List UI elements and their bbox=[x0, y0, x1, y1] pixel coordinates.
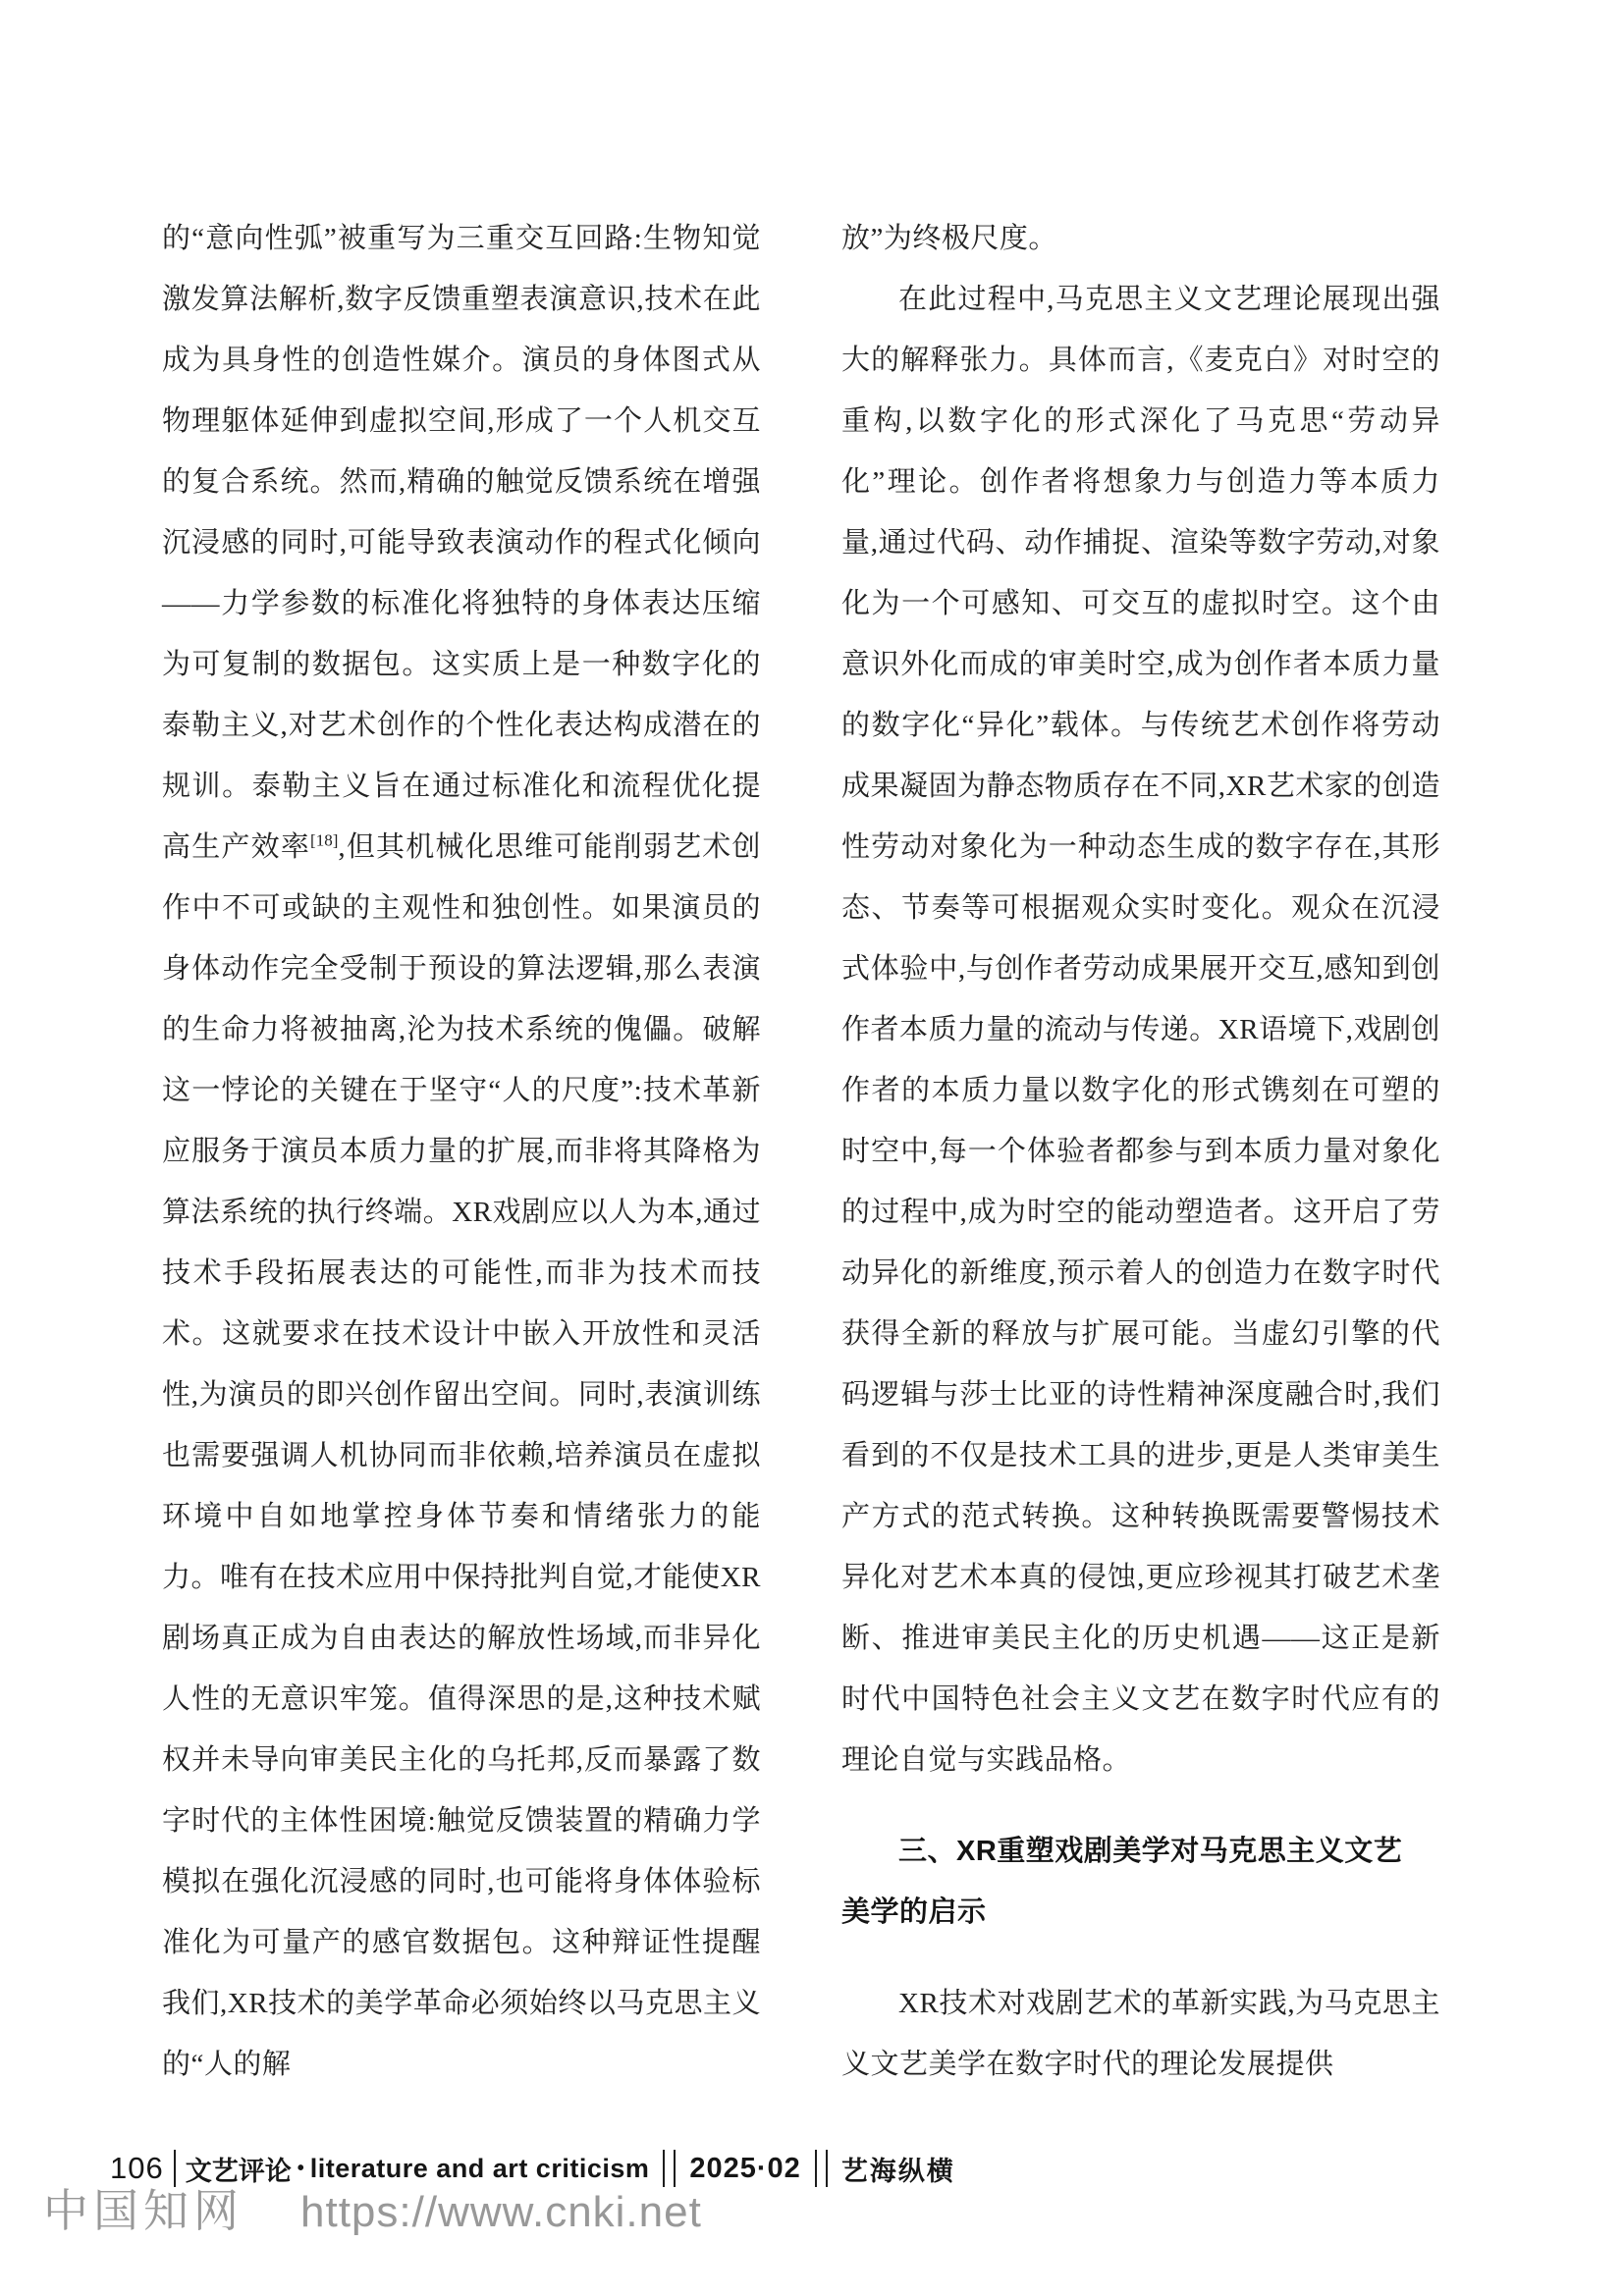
page-number: 106 bbox=[110, 2151, 164, 2185]
paragraph-text: XR技术对戏剧艺术的革新实践,为马克思主义文艺美学在数字时代的理论发展提供 bbox=[841, 1988, 1440, 2080]
left-column bbox=[162, 208, 761, 2095]
paragraph-text: 在此过程中,马克思主义文艺理论展现出强大的解释张力。具体而言,《麦克白》对时空的重构,以数字化的形式深化了马克思“劳动异化”理论。创作者将想象力与创造力等本质力量,通过代码、动作捕捉、渲染等数字劳动,对象化为一个可感知、可交互的虚拟时空。这个由意识外化而成的审美时空,成为创作者本质力量的数字化“异化”载体。与传统艺术创作将劳动成果凝固为静态物质存在不同,XR艺术家的创造性劳动对象化为一种动态生成的数字存在,其形态、节奏等可根据观众实时变化。观众在沉浸式体验中,与创作者劳动成果展开交互,感知到创作者本质力量的流动与传递。XR语境下,戏剧创作者的本质力量以数字化的形式镌刻在可塑的时空中,每一个体验者都参与到本质力量对象化的过程中,成为时空的能动塑造者。这开启了劳动异化的新维度,预示着人的创造力在数字时代获得全新的释放与扩展可能。当虚幻引擎的代码逻辑与莎士比亚的诗性精神深度融合时,我们看到的不仅是技术工具的进步,更是人类审美生产方式的范式转换。这种转换既需要警惕技术异化对艺术本真的侵蚀,更应珍视其打破艺术垄断、推进审美民主化的历史机遇——这正是新时代中国特色社会主义文艺在数字时代应有的理论自觉与实践品格。 bbox=[841, 284, 1440, 1776]
paragraph bbox=[841, 208, 1440, 269]
paragraph-text: ,但其机械化思维可能削弱艺术创作中不可或缺的主观性和独创性。如果演员的身体动作完全受制于预设的算法逻辑,那么表演的生命力将被抽离,沦为技术系统的傀儡。破解这一悖论的关键在于坚守“人的尺度”:技术革新应服务于演员本质力量的扩展,而非将其降格为算法系统的执行终端。XR戏剧应以人为本,通过技术手段拓展表达的可能性,而非为技术而技术。这就要求在技术设计中嵌入开放性和灵活性,为演员的即兴创作留出空间。同时,表演训练也需要强调人机协同而非依赖,培养演员在虚拟环境中自如地掌控身体节奏和情绪张力的能力。唯有在技术应用中保持批判自觉,才能使XR剧场真正成为自由表达的解放性场域,而非异化人性的无意识牢笼。值得深思的是,这种技术赋权并未导向审美民主化的乌托邦,反而暴露了数字时代的主体性困境:触觉反馈装置的精确力学模拟在强化沉浸感的同时,也可能将身体体验标准化为可量产的感官数据包。这种辩证性提醒我们,XR技术的美学革命必须始终以马克思主义的“人的解 bbox=[162, 831, 761, 2080]
issue-date: 2025·02 bbox=[689, 2152, 801, 2184]
paragraph-text: 放”为终极尺度。 bbox=[841, 223, 1057, 254]
paragraph bbox=[841, 269, 1440, 1790]
paragraph-text: 的“意向性弧”被重写为三重交互回路:生物知觉激发算法解析,数字反馈重塑表演意识,技术在此成为具身性的创造性媒介。演员的身体图式从物理躯体延伸到虚拟空间,形成了一个人机交互的复合系统。然而,精确的触觉反馈系统在增强沉浸感的同时,可能导致表演动作的程式化倾向——力学参数的标准化将独特的身体表达压缩为可复制的数据包。这实质上是一种数字化的泰勒主义,对艺术创作的个性化表达构成潜在的规训。泰勒主义旨在通过标准化和流程优化提高生产效率 bbox=[162, 223, 761, 863]
cnki-logo-text: 中国知网 bbox=[43, 2185, 243, 2236]
journal-title-en: literature and art criticism bbox=[309, 2153, 650, 2183]
journal-title-cn: 文艺评论 bbox=[185, 2156, 292, 2186]
cnki-watermark bbox=[43, 2175, 702, 2240]
section-heading-line2: 美学的启示 bbox=[841, 1896, 987, 1928]
right-column bbox=[841, 208, 1440, 2095]
citation-ref-18: [18] bbox=[310, 830, 339, 850]
cnki-url: https://www.cnki.net bbox=[300, 2188, 702, 2236]
journal-section-name: 艺海纵横 bbox=[840, 2156, 955, 2186]
paragraph bbox=[162, 208, 761, 2095]
section-heading bbox=[841, 1821, 1440, 1943]
dot-separator: • bbox=[297, 2157, 304, 2179]
paragraph bbox=[841, 1973, 1440, 2095]
article-body bbox=[162, 208, 1440, 2095]
section-heading-line1: 三、XR重塑戏剧美学对马克思主义文艺 bbox=[898, 1836, 1403, 1867]
double-divider-bar bbox=[815, 2150, 828, 2187]
